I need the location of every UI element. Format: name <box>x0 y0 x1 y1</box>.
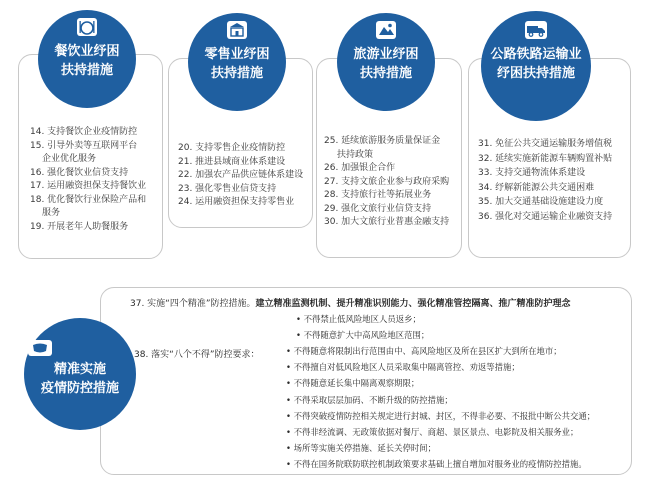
measure-38 <box>134 347 260 360</box>
list-item: • 不得突破疫情防控相关规定进行封城、封区，不得非必要、不报批中断公共交通； <box>286 410 596 421</box>
list-item: 17. 运用融资担保支持餐饮业 <box>30 181 147 191</box>
card-title-line-1: 旅游业纾困 <box>353 47 419 62</box>
list-item: 26. 加强银企合作 <box>324 163 396 173</box>
list-item: 33. 支持交通物流体系建设 <box>478 168 586 178</box>
list-item: • 场所等实施关停措施、延长关停时间； <box>286 443 436 454</box>
list-item: 15. 引导外卖等互联网平台 <box>30 140 138 151</box>
measure-list-retail <box>178 142 303 210</box>
card-title-line-1: 零售业纾困 <box>204 47 270 62</box>
list-item: 16. 强化餐饮业信贷支持 <box>30 167 129 178</box>
card-title-line-1: 餐饮业纾困 <box>54 44 120 59</box>
list-item: 18. 优化餐饮行业保险产品和 <box>30 194 147 205</box>
list-item: 19. 开展老年人助餐服务 <box>30 221 129 232</box>
list-item: 14. 支持餐饮企业疫情防控 <box>30 127 138 137</box>
list-item: 28. 支持旅行社等拓展业务 <box>324 190 432 200</box>
list-item: 21. 推进县域商业体系建设 <box>178 156 286 167</box>
list-item: 企业优化服务 <box>42 154 97 164</box>
measure-38-label: 38. 落实“八个不得”防控要求： <box>134 350 260 360</box>
circle-epidemic-control <box>24 318 136 430</box>
tourism-icon <box>376 21 396 39</box>
card-title-line-2: 纾困扶持措施 <box>496 66 575 81</box>
measure-list-transport <box>478 137 612 224</box>
card-title-line-2: 扶持措施 <box>359 66 412 81</box>
list-item: 20. 支持零售企业疫情防控 <box>178 143 286 153</box>
card-title-line-2: 扶持措施 <box>60 63 113 78</box>
list-item: • 不得采取层层加码、不断升级的防控措施； <box>286 394 453 405</box>
list-item: 23. 强化零售业信贷支持 <box>178 183 277 194</box>
measure-38-list <box>286 343 595 473</box>
list-item: 36. 强化对交通运输企业融资支持 <box>478 211 613 222</box>
list-item: • 不得非经流调、无政策依据对餐厅、商超、景区景点、电影院及相关服务业； <box>286 427 579 438</box>
list-item: • 不得随意扩大中高风险地区范围； <box>296 330 430 341</box>
measure-37-text: 建立精准监测机制、提升精准识别能力、强化精准管控隔离、推广精准防护理念 <box>255 299 571 309</box>
list-item: • 不得随意将限制出行范围由中、高风险地区及所在县区扩大到所在地市； <box>286 346 562 356</box>
section-title-line-2: 疫情防控措施 <box>40 381 119 396</box>
circle-transport <box>481 11 591 121</box>
list-item: 29. 强化文旅行业信贷支持 <box>324 203 432 214</box>
list-item: • 不得随意延长集中隔离观察期限； <box>286 378 420 389</box>
measure-37-label: 37. 实施“四个精准”防控措施。 <box>130 299 256 309</box>
circle-catering <box>38 10 136 108</box>
card-title-line-1: 公路铁路运输业 <box>490 47 582 62</box>
list-item: 32. 延续实施新能源车辆购置补贴 <box>478 153 613 164</box>
list-item: • 不得禁止低风险地区人员返乡； <box>296 314 421 324</box>
list-item: 25. 延续旅游服务质量保证金 <box>324 136 441 146</box>
measure-37 <box>130 296 571 309</box>
list-item: 服务 <box>42 208 61 218</box>
list-item: 扶持政策 <box>337 149 374 160</box>
list-item: • 不得擅自对低风险地区人员采取集中隔离管控、劝返等措施； <box>286 362 520 373</box>
list-item: 27. 支持文旅企业参与政府采购 <box>324 176 450 187</box>
list-item: • 不得在国务院联防联控机制政策要求基础上擅自增加对服务业的疫情防控措施。 <box>286 459 587 470</box>
list-item: 24. 运用融资担保支持零售业 <box>178 197 295 207</box>
measure-37-list <box>296 311 429 343</box>
mask-icon <box>28 340 52 356</box>
list-item: 30. 加大文旅行业普惠金融支持 <box>324 217 450 227</box>
list-item: 31. 免征公共交通运输服务增值税 <box>478 139 613 149</box>
list-item: 34. 纾解新能源公共交通困难 <box>478 182 595 193</box>
measure-list-catering <box>30 126 146 234</box>
list-item: 22. 加强农产品供应链体系建设 <box>178 170 304 180</box>
measure-list-tourism <box>324 135 449 230</box>
circle-retail <box>188 13 286 111</box>
restaurant-plate-icon <box>77 18 97 36</box>
circle-tourism <box>337 13 435 111</box>
shop-icon <box>227 21 247 39</box>
truck-icon <box>525 21 547 39</box>
section-title-line-1: 精准实施 <box>53 362 106 377</box>
card-title-line-2: 扶持措施 <box>210 66 263 81</box>
list-item: 35. 加大交通基础设施建设力度 <box>478 197 604 207</box>
